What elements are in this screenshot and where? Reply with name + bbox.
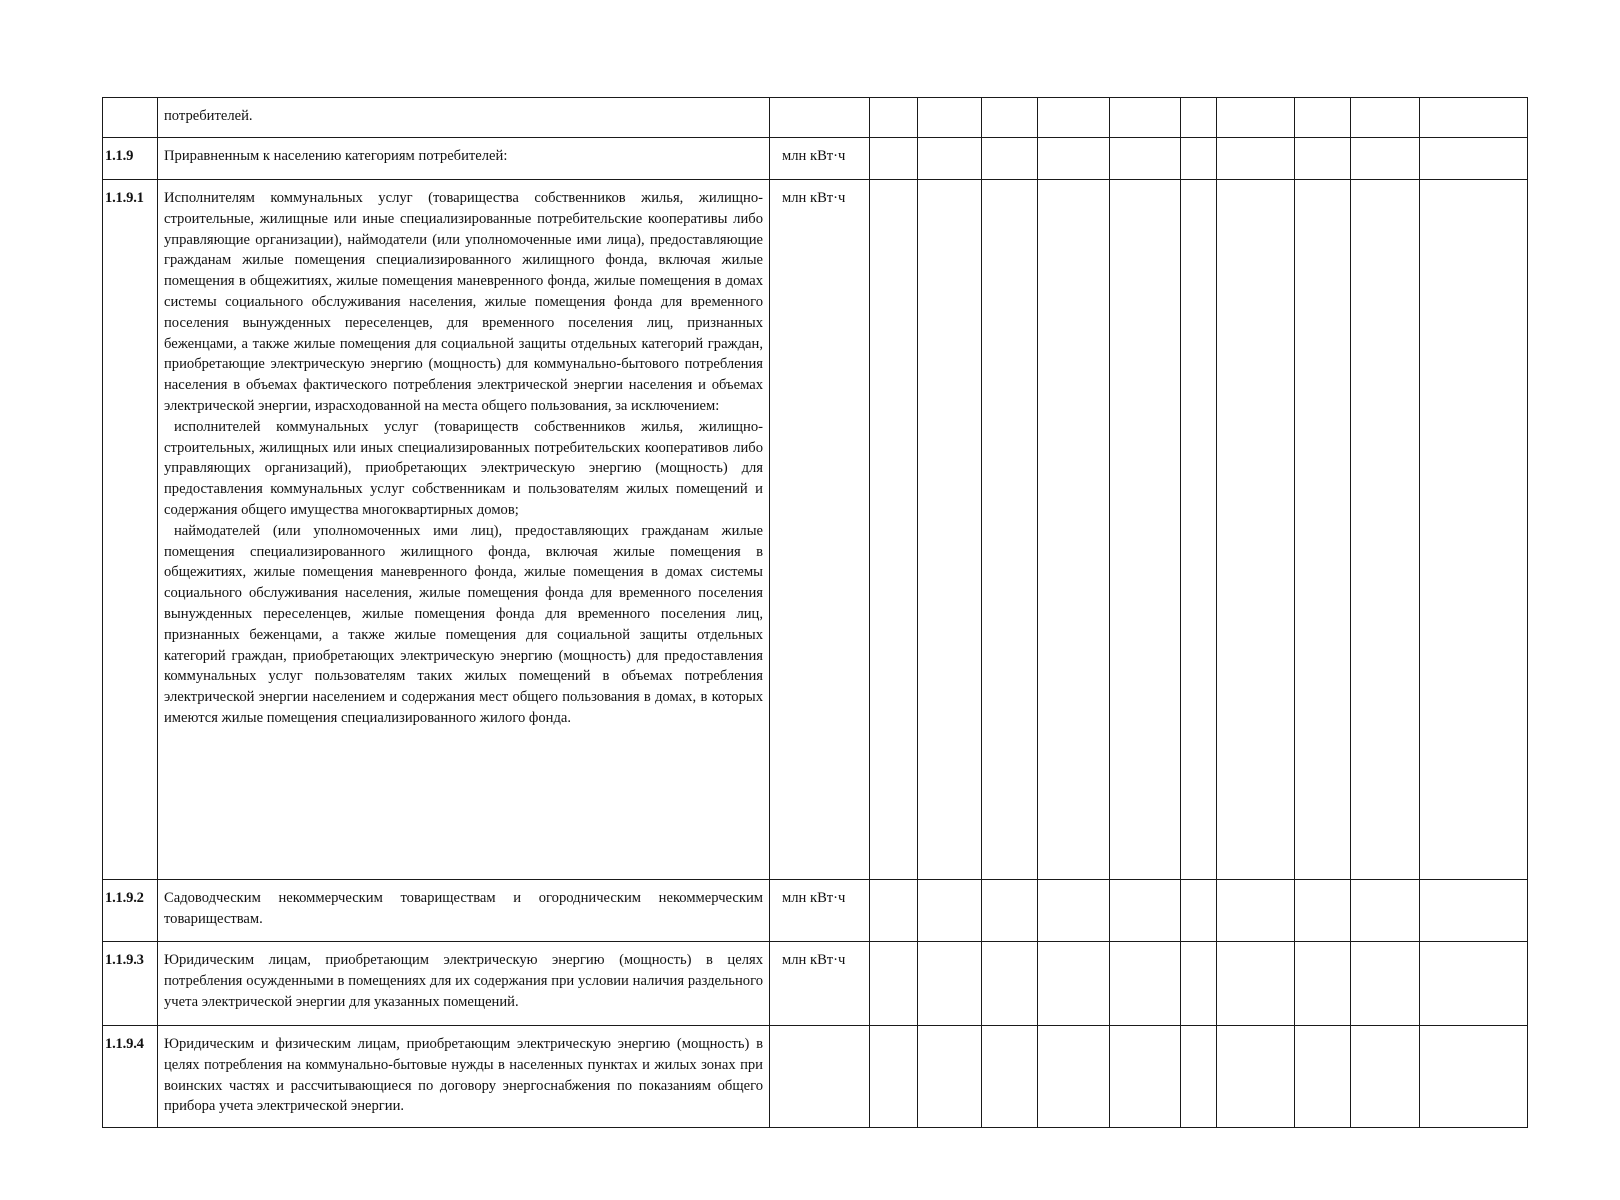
value-cell — [1351, 138, 1420, 180]
description-paragraph: наймодателей (или уполномоченных ими лиц), предоставляющих гражданам жилые помещения специализированного жилищного фонда, включая жилые помещения в общежитиях, жилые помещения маневренного фонда, жилые помещения в домах системы социального обслуживания населения, жилые помещения фонда для временного поселения вынужденных переселенцев, жилые помещения фонда для временного поселения лиц, признанных беженцами, а также жилые помещения для социальной защиты отдельных категорий граждан, приобретающих электрическую энергию (мощность) для предоставления коммунальных услуг пользователям таких жилых помещений в объемах потребления электрической энергии населением и содержания мест общего пользования в домах, в которых имеются жилые помещения специализированного жилого фонда. — [164, 522, 763, 726]
row-number: 1.1.9.3 — [103, 942, 158, 1026]
value-cell — [918, 942, 982, 1026]
value-cell — [918, 180, 982, 880]
value-cell — [1420, 942, 1528, 1026]
value-cell — [1110, 98, 1181, 138]
value-cell — [1351, 1026, 1420, 1128]
row-unit: млн кВт·ч — [770, 180, 870, 880]
value-cell — [870, 880, 918, 942]
value-cell — [918, 880, 982, 942]
row-description — [158, 180, 770, 880]
row-description — [158, 880, 770, 942]
value-cell — [982, 180, 1038, 880]
value-cell — [1217, 880, 1295, 942]
row-unit — [770, 98, 870, 138]
description-paragraph: Садоводческим некоммерческим товариществам и огородническим некоммерческим товариществам. — [164, 890, 763, 927]
row-number — [103, 98, 158, 138]
value-cell — [1181, 942, 1217, 1026]
description-paragraph: потребителей. — [164, 108, 253, 124]
value-cell — [1217, 1026, 1295, 1128]
value-cell — [1110, 138, 1181, 180]
row-number: 1.1.9.1 — [103, 180, 158, 880]
value-cell — [1217, 942, 1295, 1026]
value-cell — [1110, 180, 1181, 880]
value-cell — [870, 942, 918, 1026]
value-cell — [1295, 1026, 1351, 1128]
value-cell — [1181, 138, 1217, 180]
description-paragraph: Исполнителям коммунальных услуг (товарищества собственников жилья, жилищно-строительные, жилищные или иные специализированные потребительские кооперативы либо управляющие организации), наймодатели (или уполномоченные ими лица), предоставляющие гражданам жилые помещения специализированного жилищного фонда, включая жилые помещения в общежитиях, жилые помещения маневренного фонда, жилые помещения в домах системы социального обслуживания населения, жилые помещения фонда для временного поселения вынужденных переселенцев, для временного поселения лиц, признанных беженцами, а также жилые помещения для социальной защиты отдельных категорий граждан, приобретающие электрическую энергию (мощность) для коммунально-бытового потребления населения в объемах фактического потребления электрической энергии населения и объемах электрической энергии, израсходованной на места общего пользования, за исключением: — [164, 190, 763, 414]
value-cell — [1420, 1026, 1528, 1128]
row-number: 1.1.9.2 — [103, 880, 158, 942]
value-cell — [1295, 942, 1351, 1026]
value-cell — [1181, 98, 1217, 138]
value-cell — [1217, 98, 1295, 138]
table-row — [103, 98, 1528, 138]
value-cell — [1181, 880, 1217, 942]
value-cell — [870, 1026, 918, 1128]
table-row — [103, 942, 1528, 1026]
row-number: 1.1.9 — [103, 138, 158, 180]
value-cell — [1420, 98, 1528, 138]
row-description — [158, 138, 770, 180]
value-cell — [1420, 138, 1528, 180]
table-row — [103, 180, 1528, 880]
value-cell — [982, 98, 1038, 138]
row-unit: млн кВт·ч — [770, 942, 870, 1026]
value-cell — [1351, 180, 1420, 880]
row-description — [158, 98, 770, 138]
value-cell — [1217, 138, 1295, 180]
value-cell — [1038, 942, 1110, 1026]
value-cell — [1110, 1026, 1181, 1128]
row-description — [158, 942, 770, 1026]
value-cell — [1038, 138, 1110, 180]
value-cell — [1110, 942, 1181, 1026]
description-paragraph: Юридическим лицам, приобретающим электрическую энергию (мощность) в целях потребления осужденными в помещениях для их содержания при условии наличия раздельного учета электрической энергии для указанных помещений. — [164, 952, 763, 1010]
description-paragraph: исполнителей коммунальных услуг (товариществ собственников жилья, жилищно-строительных, жилищных или иных специализированных потребительских кооперативов либо управляющих организаций), приобретающих электрическую энергию (мощность) для предоставления коммунальных услуг собственникам и пользователям жилых помещений и содержания общего имущества многоквартирных домов; — [164, 418, 763, 518]
value-cell — [1295, 880, 1351, 942]
description-paragraph: Приравненным к населению категориям потребителей: — [164, 148, 508, 164]
value-cell — [982, 1026, 1038, 1128]
value-cell — [1181, 180, 1217, 880]
row-unit — [770, 1026, 870, 1128]
value-cell — [870, 98, 918, 138]
row-unit: млн кВт·ч — [770, 138, 870, 180]
value-cell — [1038, 1026, 1110, 1128]
value-cell — [1110, 880, 1181, 942]
table-row — [103, 1026, 1528, 1128]
value-cell — [982, 138, 1038, 180]
row-unit: млн кВт·ч — [770, 880, 870, 942]
row-number: 1.1.9.4 — [103, 1026, 158, 1128]
value-cell — [1181, 1026, 1217, 1128]
value-cell — [1295, 98, 1351, 138]
value-cell — [1420, 180, 1528, 880]
table-row — [103, 138, 1528, 180]
value-cell — [1295, 180, 1351, 880]
value-cell — [1420, 880, 1528, 942]
value-cell — [982, 880, 1038, 942]
row-description — [158, 1026, 770, 1128]
value-cell — [1038, 98, 1110, 138]
value-cell — [1217, 180, 1295, 880]
value-cell — [1351, 942, 1420, 1026]
table-row — [103, 880, 1528, 942]
value-cell — [918, 98, 982, 138]
value-cell — [1351, 98, 1420, 138]
value-cell — [982, 942, 1038, 1026]
value-cell — [870, 138, 918, 180]
value-cell — [870, 180, 918, 880]
description-paragraph: Юридическим и физическим лицам, приобретающим электрическую энергию (мощность) в целях потребления на коммунально-бытовые нужды в населенных пунктах и жилых зонах при воинских частях и рассчитывающиеся по договору энергоснабжения по показаниям общего прибора учета электрической энергии. — [164, 1036, 763, 1115]
value-cell — [1038, 180, 1110, 880]
value-cell — [918, 1026, 982, 1128]
value-cell — [1038, 880, 1110, 942]
value-cell — [1351, 880, 1420, 942]
tariff-table — [102, 97, 1528, 1128]
value-cell — [1295, 138, 1351, 180]
value-cell — [918, 138, 982, 180]
